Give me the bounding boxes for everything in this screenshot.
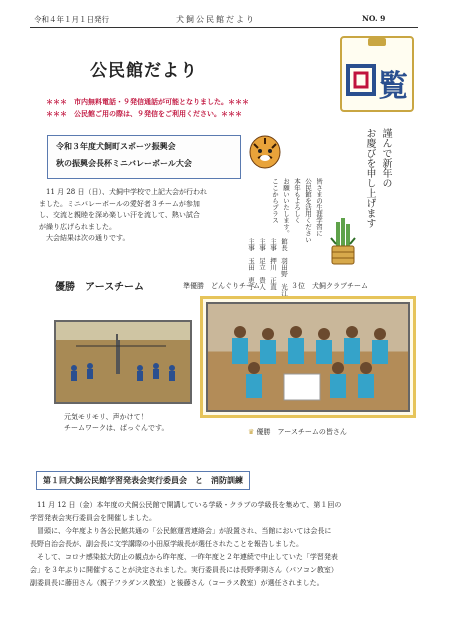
header-rule bbox=[30, 27, 418, 28]
result-third: ３位 犬飼クラブチーム bbox=[291, 282, 368, 290]
staff-line-2: 主事 押川 正直 bbox=[269, 238, 277, 290]
issue-number: NO. 9 bbox=[362, 14, 386, 23]
newsletter-name: 犬飼公民館だより bbox=[176, 15, 256, 24]
message-line-5: ここからプラス bbox=[271, 178, 279, 224]
report-line-1: 11 月 28 日（日）、犬飼中学校で上記大会が行われ bbox=[39, 188, 207, 196]
section2-line-6: 会」を３年ぶりに開催することが決定されました。実行委員長には長野孝則さん（パソコン教室） bbox=[30, 566, 338, 574]
new-year-greeting bbox=[362, 128, 392, 228]
page-title: 公民館だより bbox=[90, 61, 198, 81]
tiger-icon bbox=[248, 130, 282, 170]
section2-title-box bbox=[36, 471, 250, 490]
photo1-caption-line-1: 元気モリモリ、声かけて！ bbox=[64, 413, 148, 421]
photo2-caption bbox=[248, 427, 347, 439]
section2-line-4: 長野自治会長が、副会長に文学講際の小田原学級長が選任されたことを報告しました。 bbox=[30, 540, 303, 548]
message-line-3: 本年もよろしく bbox=[293, 178, 301, 224]
photo2-caption-text: 優勝 アースチームの皆さん bbox=[256, 428, 347, 436]
report-line-3: し、交流と親睦を深め楽しい汗を流して、熱い試合 bbox=[39, 211, 200, 219]
section2-line-1: 11 月 12 日（金）本年度の犬飼公民館で開講している学級・クラブの学級長を集めて、第１回の bbox=[30, 501, 342, 509]
notice-line-1: ＊＊＊ 市内無料電話・９発信通話が可能となりました。＊＊＊ bbox=[46, 97, 249, 106]
photo1-caption bbox=[64, 412, 168, 434]
crown-icon: ♛ bbox=[248, 428, 255, 436]
section2-body bbox=[30, 499, 422, 590]
section2-line-5: そして、コロナ感染拡大防止の観点から昨年度、一昨年度と２年連続で中止していた「学習発表 bbox=[30, 553, 338, 561]
kadomatsu-illustration bbox=[328, 218, 358, 266]
kadomatsu-icon bbox=[328, 218, 358, 266]
event-title-line-2: 秋の振興会長杯ミニバレーボール大会 bbox=[56, 158, 192, 168]
tiger-illustration bbox=[248, 130, 282, 170]
message-line-2: 公民館を活用ください bbox=[304, 178, 312, 243]
message-line-4: お願いいたします。 bbox=[282, 178, 290, 237]
circulation-icon bbox=[342, 38, 412, 110]
photo1-caption-line-2: チームワークは、ばっぐんです。 bbox=[64, 424, 169, 432]
result-second: 準優勝 どんぐりチーム bbox=[183, 282, 260, 290]
svg-text:覧: 覧 bbox=[378, 69, 408, 104]
team-photo-frame bbox=[200, 296, 416, 418]
report-line-2: ました。ミニバレーボールの愛好者３チームが参加 bbox=[39, 199, 200, 208]
team-photo bbox=[206, 302, 410, 412]
circulation-logo bbox=[340, 36, 414, 112]
section2-title: 第１回犬飼公民館学習発表会実行委員会 と 消防訓練 bbox=[43, 475, 243, 485]
event-title-box bbox=[47, 135, 241, 179]
report-line-5: 大会結果は次の通りです。 bbox=[39, 234, 130, 242]
game-photo bbox=[54, 320, 192, 404]
event-title-line-1: 令和３年度犬飼町スポーツ振興会 bbox=[56, 141, 176, 151]
team-group-image bbox=[208, 304, 408, 410]
sports-report bbox=[39, 187, 244, 245]
new-year-message bbox=[270, 178, 324, 243]
section2-line-7: 副委員長に藤田さん（親子フラダンス教室）と後藤さん（コーラス教室）が選任されました。 bbox=[30, 579, 324, 587]
report-line-4: が繰り広げられました。 bbox=[39, 222, 116, 231]
staff-line-3: 主事 足立 貴人 bbox=[258, 238, 266, 290]
notice-line-2: ＊＊＊ 公民館ご用の際は、９発信をご利用ください。＊＊＊ bbox=[46, 109, 242, 118]
staff-line-4: 主事 玉田 恵子 bbox=[247, 238, 255, 290]
section2-line-2: 学習発表会実行委員会を開催しました。 bbox=[30, 514, 156, 522]
message-line-1: 皆さまの生涯学習に bbox=[315, 178, 323, 237]
staff-line-1: 館長 羽田野 光江 bbox=[280, 238, 288, 297]
section2-line-3: 冒頭に、今年度より各公民館共通の「公民館運営連絡会」が設置され、当館においては会長に bbox=[30, 527, 332, 535]
volleyball-game-image bbox=[56, 322, 190, 402]
issue-date: 令和４年１月１日発行 bbox=[34, 15, 109, 24]
greeting-line-1: 謹んで新年の bbox=[380, 128, 391, 188]
result-winner: 優勝 アースチーム bbox=[55, 282, 144, 293]
greeting-line-2: お慶びを申し上げます bbox=[364, 128, 375, 228]
